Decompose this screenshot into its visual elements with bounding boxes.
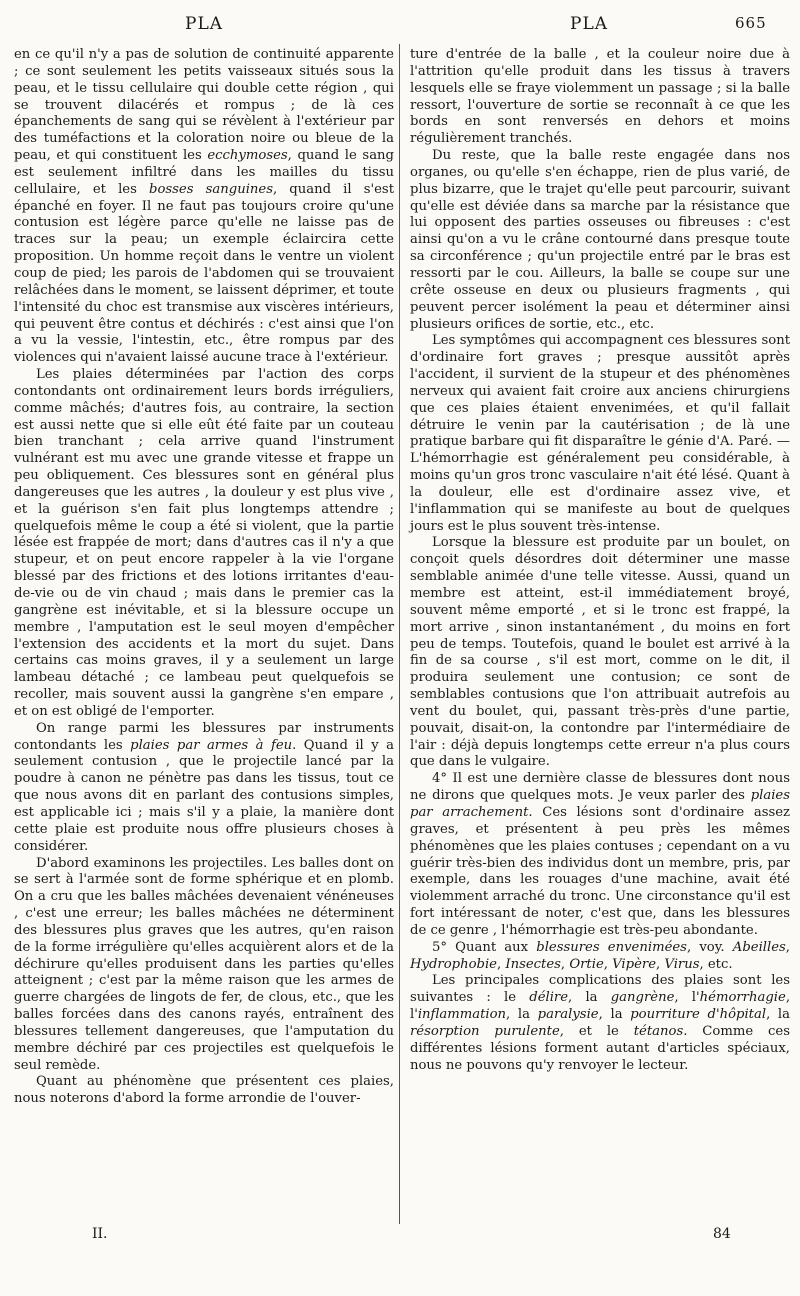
text-run: , la xyxy=(598,1007,631,1023)
paragraph xyxy=(14,721,394,856)
italic-term: paralysie xyxy=(537,1007,599,1023)
text-run: Lorsque la blessure est produite par un boulet, on conçoit quels désordres doit déterminer une masse semblable animée d'une telle vitesse. Aussi, quand un membre est atteint, est-il immédiatement broyé, souvent même emporté , et si le tronc est frappé, la mort arrive , sinon instantanément , du moins en fort peu de temps. Toutefois, quand le boulet est arrivé à la fin de sa course , s'il est mort, comme on le dit, il produira seulement une contusion; ce sont de semblables contusions que l'on attribuait autrefois au vent du boulet, qui, passant très-près d'une partie, pouvait, disait-on, la contondre par l'intermédiaire de l'air : déjà depuis longtemps cette erreur n'a plus cours que dans le vulgaire. xyxy=(410,535,790,770)
italic-term: tétanos xyxy=(633,1023,684,1039)
italic-term: Abeilles xyxy=(732,939,786,955)
text-run: , voy. xyxy=(686,939,733,955)
text-run: , et le xyxy=(559,1023,634,1039)
italic-term: délire xyxy=(529,990,569,1006)
text-run: , quand le sang est seulement infiltré dans les mailles du tissu cellulaire, et les xyxy=(14,148,394,197)
text-run: D'abord examinons les projectiles. Les balles dont on se sert à l'armée sont de forme sphérique et en plomb. On a cru que les balles mâchées devenaient vénéneuses , c'est une erreur; les balles mâchées ne déterminent des blessures plus graves que les autres, qu'en raison de la forme irrégulière qu'elles acquièrent alors et de la déchirure qu'elles produisent dans les parties qu'elles atteignent ; c'est par la même raison que les armes de guerre chargées de lingots de fer, de clous, etc., que les balles forcées dans des canons rayés, entraînent des blessures tellement dangereuses, que l'amputation du membre déchiré par ces projectiles est quelquefois le seul remède. xyxy=(14,855,394,1073)
text-run: , la xyxy=(568,990,611,1006)
italic-term: gangrène xyxy=(610,990,675,1006)
paragraph xyxy=(410,47,790,148)
paragraph xyxy=(14,856,394,1075)
text-run: , la xyxy=(766,1007,791,1023)
text-run: , xyxy=(785,939,790,955)
text-run: , xyxy=(603,956,613,972)
italic-term: inflammation xyxy=(417,1007,507,1023)
text-run: 5° Quant aux xyxy=(432,939,537,955)
italic-term: ecchymoses xyxy=(207,148,288,164)
left-column xyxy=(14,47,394,1108)
text-run: Du reste, que la balle reste engagée dans nos organes, ou qu'elle s'en échappe, rien de plus varié, de plus bizarre, que le trajet qu'elle peut parcourir, suivant qu'elle est déviée dans sa marche par la résistance que lui opposent des parties osseuses ou fibreuses : c'est ainsi qu'on a vu le crâne contourné dans presque toute sa circonférence ; qu'un projectile entré par le bras est ressorti par le cou. Ailleurs, la balle se coupe sur une crête osseuse en deux ou plusieurs fragments , qui peuvent percer isolément la peau et déterminer ainsi plusieurs orifices de sortie, etc., etc. xyxy=(410,148,790,332)
text-run: Les principales complications des plaies sont les suivantes : le xyxy=(410,973,790,1006)
text-run: , quand il s'est épanché en foyer. Il ne faut pas toujours croire qu'une contusion est légère parce qu'elle ne laisse pas de traces sur la peau; un exemple éclaircira cette proposition. Un homme reçoit dans le ventre un violent coup de pied; les parois de l'abdomen qui se trouvaient relâchées dans le moment, se laissent déprimer, et toute l'intensité du choc est transmise aux viscères intérieurs, qui peuvent être contus et déchirés : c'est ainsi que l'on a vu la vessie, l'intestin, etc., être rompus par des violences qui n'avaient laissé aucune trace à l'extérieur. xyxy=(14,181,395,366)
paragraph xyxy=(410,333,790,535)
text-run: , la xyxy=(506,1007,538,1023)
italic-term: blessures envenimées xyxy=(536,939,687,955)
text-run: , l' xyxy=(674,990,700,1006)
text-run: , xyxy=(656,956,665,972)
running-head-right: PLA xyxy=(570,14,609,34)
italic-term: Vipère xyxy=(612,956,657,972)
text-run: Quant au phénomène que présentent ces plaies, nous noterons d'abord la forme arrondie de l'ouver- xyxy=(14,1074,394,1107)
paragraph xyxy=(410,148,790,333)
text-run: . Quand il y a seulement contusion , que le projectile lancé par la poudre à canon ne pénètre pas dans les tissus, tout ce que nous avons dit en parlant des contusions simples, est applicable ici ; mais s'il y a plaie, la manière dont cette plaie est produite nous offre plusieurs choses à considérer. xyxy=(14,737,394,854)
text-run: , xyxy=(496,956,506,972)
paragraph xyxy=(410,771,790,939)
paragraph xyxy=(410,973,790,1074)
signature-mark-volume: II. xyxy=(92,1226,108,1242)
text-run: en ce qu'il n'y a pas de solution de continuité apparente ; ce sont seulement les petits vaisseaux situés sous la peau, et le tissu cellulaire qui double cette région , qui se trouvent dilacérés et rompus ; de là ces épanchements de sang qui se révèlent à l'extérieur par des tuméfactions et la coloration noire ou bleue de la peau, et qui constituent les xyxy=(14,47,394,164)
italic-term: Virus xyxy=(664,956,700,972)
text-run: . Comme ces différentes lésions forment autant d'articles spéciaux, nous ne pouvons qu'y renvoyer le lecteur. xyxy=(410,1023,790,1073)
paragraph xyxy=(14,367,394,721)
paragraph xyxy=(410,940,790,974)
italic-term: bosses sanguines xyxy=(149,181,273,197)
italic-term: pourriture d'hôpital xyxy=(630,1007,767,1023)
text-run: , etc. xyxy=(699,956,733,972)
text-run: On range parmi les blessures par instruments contondants les xyxy=(14,720,394,753)
text-run: ture d'entrée de la balle , et la couleur noire due à l'attrition qu'elle produit dans les tissus à travers lesquels elle se fraye violemment un passage ; si la balle ressort, l'ouverture de sortie se reconnaît à ce que les bords en sont renversés en dehors et moins régulièrement tranchés. xyxy=(410,47,790,147)
right-column xyxy=(410,47,790,1074)
text-run: , l' xyxy=(410,990,791,1023)
page-number: 665 xyxy=(735,14,767,32)
column-rule xyxy=(399,44,400,1224)
italic-term: Ortie xyxy=(569,956,604,972)
italic-term: plaies par arrachement xyxy=(410,788,790,820)
text-run: Les symptômes qui accompagnent ces blessures sont d'ordinaire fort graves ; presque aussitôt après l'accident, il survient de la stupeur et des phénomènes nerveux qui avaient fait croire aux anciens chirurgiens que ces plaies étaient envenimées, et qu'il fallait détruire le venin par la cautérisation ; de là une pratique barbare qui fit disparaître le génie d'A. Paré. — L'hémorrhagie est généralement peu considérable, à moins qu'un gros tronc vasculaire n'ait été lésé. Quant à la douleur, elle est d'ordinaire assez vive, et l'inflammation qui se manifeste au bout de quelques jours est le plus souvent très-intense. xyxy=(410,333,790,534)
italic-term: hémorrhagie xyxy=(699,990,786,1006)
italic-term: Insectes xyxy=(505,956,561,972)
text-run: Les plaies déterminées par l'action des corps contondants ont ordinairement leurs bords irréguliers, comme mâchés; d'autres fois, au contraire, la section est aussi nette que si elle eût été faite par un couteau bien tranchant ; cela arrive quand l'instrument vulnérant est mu avec une grande vitesse et frappe un peu obliquement. Ces blessures sont en général plus dangereuses que les autres , la douleur y est plus vive , et la guérison s'en fait plus longtemps attendre ; quelquefois même le coup a été si violent, que la partie lésée est frappée de mort; dans d'autres cas il n'y a que stupeur, et on peut encore rappeler à la vie l'organe blessé par des frictions et des lotions irritantes d'eau-de-vie ou de vin chaud ; mais dans le premier cas la gangrène est inévitable, et si la blessure occupe un membre , l'amputation est le seul moyen d'empêcher l'extension des accidents et la mort du sujet. Dans certains cas moins graves, il y a seulement un large lambeau détaché ; ce lambeau peut quelquefois se recoller, mais souvent aussi la gangrène s'en empare , et on est obligé de l'emporter. xyxy=(14,367,394,719)
italic-term: résorption purulente xyxy=(410,1023,560,1039)
signature-mark-sheet: 84 xyxy=(713,1226,731,1242)
paragraph xyxy=(14,1074,394,1108)
running-head-left: PLA xyxy=(185,14,224,34)
italic-term: Hydrophobie xyxy=(410,956,497,972)
paragraph xyxy=(410,535,790,771)
text-run: , xyxy=(560,956,570,972)
text-run: . Ces lésions sont d'ordinaire assez graves, et présentent à peu près les mêmes phénomènes que les plaies contuses ; cependant on a vu guérir très-bien des individus dont un membre, pris, par exemple, dans les rouages d'une machine, avait été violemment arraché du tronc. Une circonstance qu'il est fort intéressant de noter, c'est que, dans les blessures de ce genre , l'hémorrhagie est très-peu abondante. xyxy=(410,804,791,938)
italic-term: plaies par armes à feu xyxy=(130,737,293,753)
paragraph xyxy=(14,47,394,367)
text-run: 4° Il est une dernière classe de blessures dont nous ne dirons que quelques mots. Je veux parler des xyxy=(410,771,790,804)
